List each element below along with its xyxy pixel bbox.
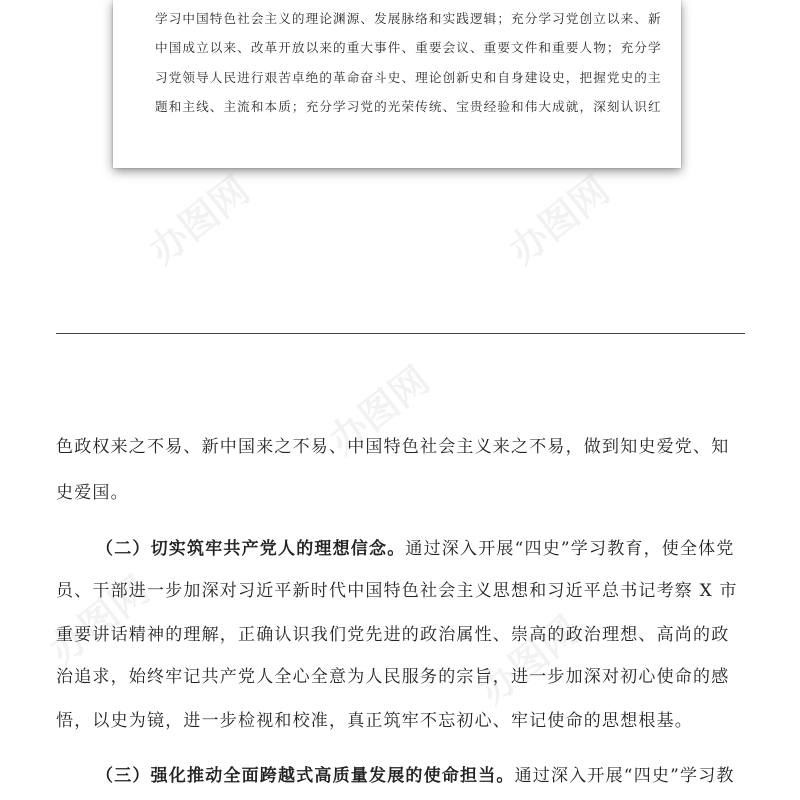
text-line: 史爱国。 (56, 483, 129, 503)
page-preview-card (113, 0, 681, 168)
section-3-heading: （三）强化推动全面跨越式高质量发展的使命担当。 (96, 766, 515, 786)
watermark: 办图网 (500, 167, 618, 273)
section-2-heading: （二）切实筑牢共产党人的理想信念。 (96, 539, 406, 559)
card-text-line: 学习中国特色社会主义的理论渊源、发展脉络和实践逻辑；充分学习党创立以来、新 (155, 11, 662, 26)
section-2-first-line-text: 通过深入开展“四史”学习教育，使全体党 (405, 539, 735, 559)
page-divider (56, 333, 745, 334)
text-line: 重要讲话精神的理解，正确认识我们党先进的政治属性、崇高的政治理想、高尚的政 (56, 625, 730, 645)
text-line: 治追求，始终牢记共产党人全心全意为人民服务的宗旨，进一步加深对初心使命的感 (56, 667, 730, 687)
section-3-first-line-text: 通过深入开展“四史”学习教 (514, 766, 735, 786)
section-2-first-line (96, 534, 735, 559)
watermark: 办图网 (40, 567, 158, 673)
text-line: 色政权来之不易、新中国来之不易、中国特色社会主义来之不易，做到知史爱党、知 (56, 437, 730, 457)
section-3-first-line (96, 761, 735, 786)
watermark: 办图网 (470, 607, 588, 713)
watermark: 办图网 (140, 167, 258, 273)
text-line: 悟，以史为镜，进一步检视和校准，真正筑牢不忘初心、牢记使命的思想根基。 (56, 711, 693, 731)
card-text-line: 中国成立以来、改革开放以来的重大事件、重要会议、重要文件和重要人物；充分学 (155, 40, 662, 56)
text-line: 员、干部进一步加深对习近平新时代中国特色社会主义思想和习近平总书记考察 X 市 (56, 581, 738, 601)
card-text-line: 习党领导人民进行艰苦卓绝的革命奋斗史、理论创新史和自身建设史，把握党史的主 (155, 69, 662, 85)
watermark: 办图网 (320, 357, 438, 463)
card-text-line: 题和主线、主流和本质；充分学习党的光荣传统、宝贵经验和伟大成就，深刻认识红 (155, 99, 662, 115)
